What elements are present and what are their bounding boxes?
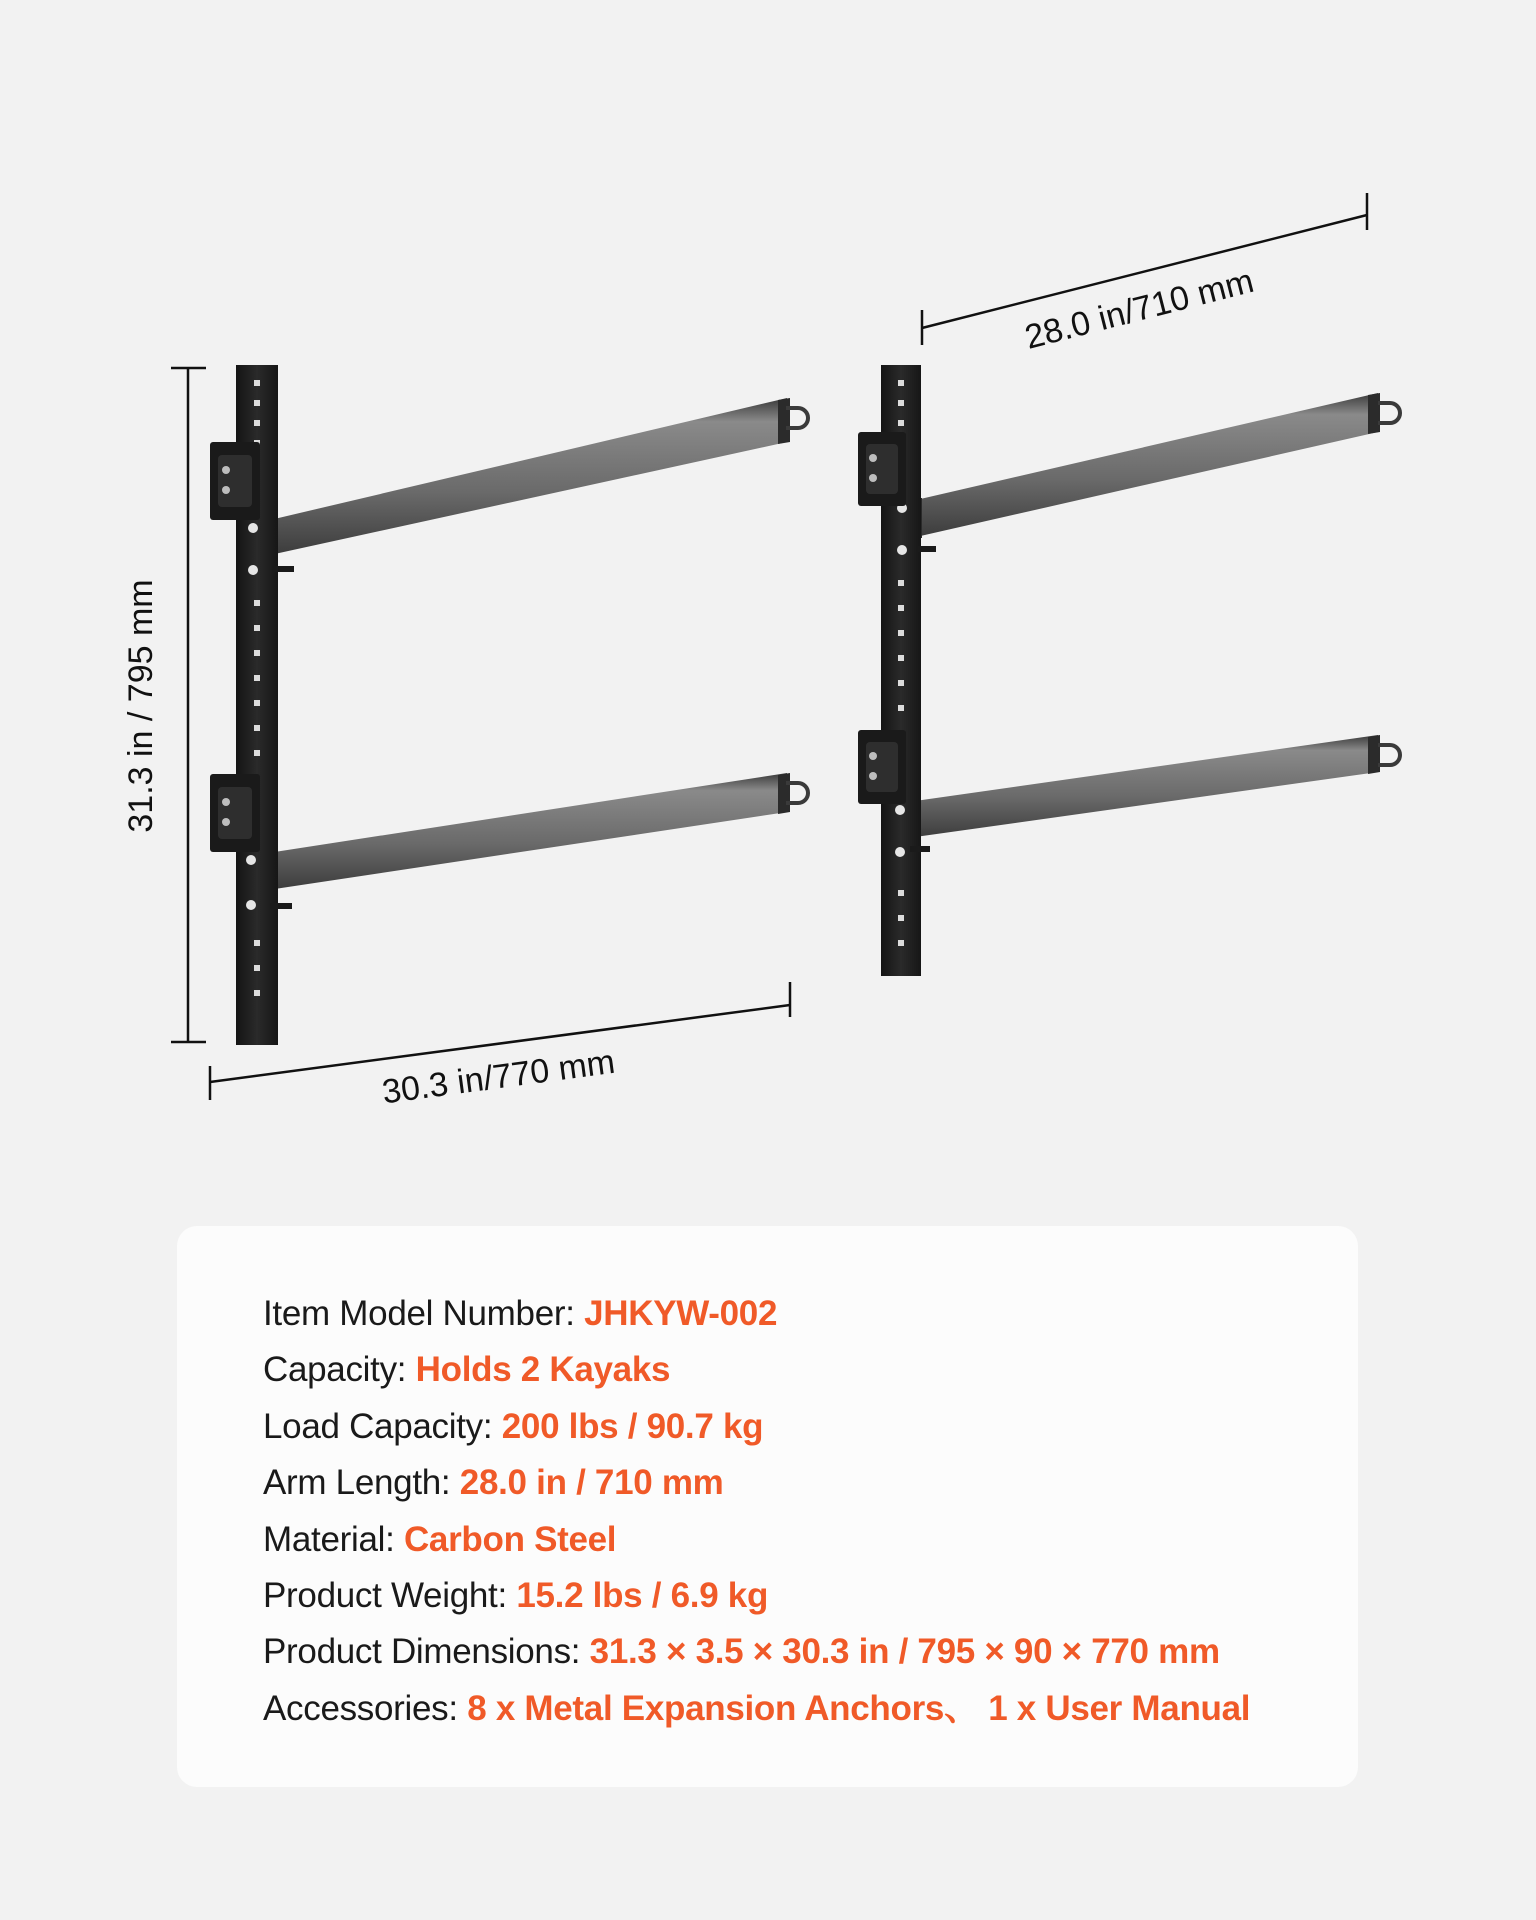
height-dimension-line — [171, 368, 206, 1042]
spec-row-accessories — [263, 1681, 1250, 1737]
spec-label: Product Weight: — [263, 1576, 507, 1616]
left-rack-lower-arm — [260, 773, 808, 891]
spec-row-material — [263, 1512, 1250, 1568]
spec-value: JHKYW-002 — [584, 1294, 778, 1333]
spec-value: Holds 2 Kayaks — [415, 1350, 671, 1390]
spec-label: Arm Length: — [263, 1463, 451, 1503]
spec-label: Item Model Number: — [263, 1294, 575, 1333]
right-rack-upper-arm — [910, 393, 1400, 538]
right-rack-lower-arm — [902, 735, 1400, 840]
spec-value: Carbon Steel — [403, 1519, 617, 1559]
spec-value: 8 x Metal Expansion Anchors、 1 x User Manual — [467, 1688, 1251, 1728]
spec-value: 15.2 lbs / 6.9 kg — [516, 1576, 769, 1616]
spec-label: Material: — [263, 1519, 395, 1559]
spec-label: Load Capacity: — [263, 1406, 493, 1446]
spec-row-product-weight — [263, 1568, 1250, 1624]
right-rack — [858, 365, 1400, 976]
spec-label: Accessories: — [263, 1688, 458, 1728]
width-dimension-label: 30.3 in/770 mm — [379, 1042, 618, 1112]
specification-card — [177, 1226, 1358, 1787]
spec-label: Product Dimensions: — [263, 1632, 581, 1672]
height-dimension-label: 31.3 in / 795 mm — [122, 579, 160, 833]
spec-row-arm-length — [263, 1455, 1250, 1511]
spec-row-capacity — [263, 1342, 1250, 1398]
spec-value: 28.0 in / 710 mm — [459, 1463, 724, 1503]
arm-length-dimension-label: 28.0 in/710 mm — [1021, 261, 1258, 357]
spec-value: 31.3 × 3.5 × 30.3 in / 795 × 90 × 770 mm — [589, 1632, 1220, 1672]
spec-label: Capacity: — [263, 1350, 407, 1390]
spec-value: 200 lbs / 90.7 kg — [501, 1406, 764, 1446]
spec-row-model-number — [263, 1286, 1250, 1342]
specification-list — [263, 1286, 1250, 1737]
spec-row-product-dimensions — [263, 1624, 1250, 1680]
spec-row-load-capacity — [263, 1399, 1250, 1455]
left-rack-upper-arm — [262, 398, 808, 556]
left-rack — [210, 365, 808, 1045]
